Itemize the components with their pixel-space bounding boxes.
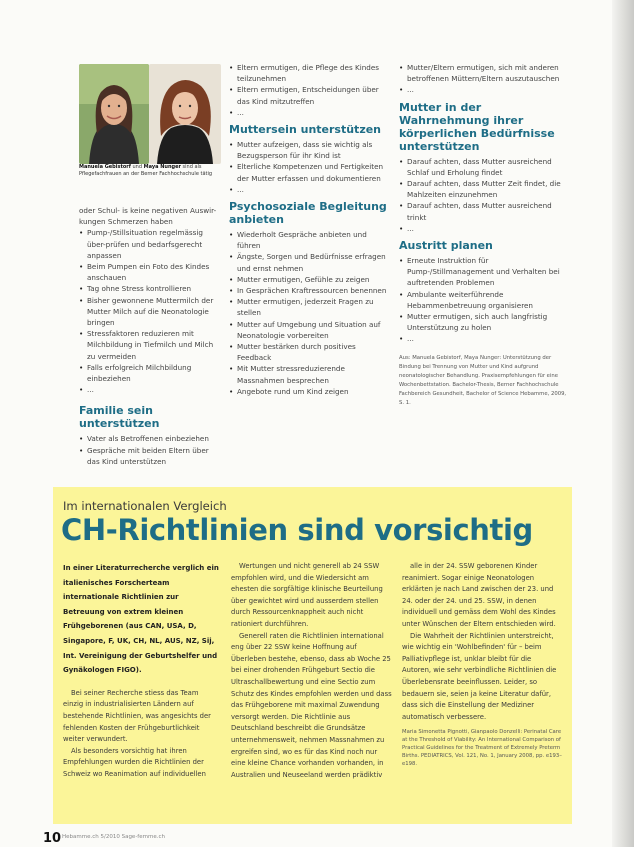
photo-manuela-gebistorf [79, 64, 149, 164]
bullet-list [399, 62, 571, 96]
bullet-list [229, 139, 391, 195]
list-item: • Ambulante weiterführende Hebammenbetreuung organisieren [399, 289, 571, 311]
section-heading-psychosozial: Psychosoziale Begleitung anbieten [229, 200, 387, 227]
box-kicker: Im internationalen Vergleich [63, 499, 227, 513]
bullet-list [229, 62, 391, 118]
list-item: • Ängste, Sorgen und Bedürfnisse erfragen und ernst nehmen [229, 251, 391, 273]
list-item: • Wiederholt Gespräche anbieten und führen [229, 229, 391, 251]
box-lead-paragraph: In einer Literaturrecherche verglich ein italienisches Forscherteam internationale Richtlinien zur Betreuung von extrem kleinen Frühgeborenen (aus CAN, USA, D, Singapore, F, UK, CH, NL, AUS, NZ, Sij, Int. Vereinigung der Geburtshelfer und Gynäkologen FIGO). [63, 564, 219, 675]
list-item: • ... [399, 84, 571, 95]
page-footer: Hebamme.ch 5/2010 Sage-femme.ch [62, 834, 165, 840]
list-item: • Tag ohne Stress kontrollieren [79, 283, 221, 294]
caption-name-2: Maya Nunger [143, 164, 181, 170]
section-heading-austritt: Austritt planen [399, 239, 493, 253]
list-item: • ... [399, 333, 571, 344]
page-number: 10 [43, 831, 62, 846]
list-item: • Falls erfolgreich Milchbildung einbeziehen [79, 362, 221, 384]
body-paragraph: Bei seiner Recherche stiess das Team einzig in industrialisierten Ländern auf bestehende Richtlinien, was angesichts der fehlenden Kosten der Frühgeburtlichkeit weiter verwundert. [63, 688, 211, 744]
bullet-list [229, 229, 391, 397]
list-item: • Mutter aufzeigen, dass sie wichtig als Bezugsperson für ihr Kind ist [229, 139, 391, 161]
list-item: • Mutter/Eltern ermutigen, sich mit anderen betroffenen Müttern/Eltern auszutauschen [399, 62, 571, 84]
box-column-2 [231, 561, 393, 781]
list-item: • Bisher gewonnene Muttermilch der Mutter Milch auf die Neonatologie bringen [79, 295, 221, 329]
box-column-1 [63, 561, 220, 781]
list-item: • Mutter ermutigen, sich auch langfristig Unterstützung zu holen [399, 311, 571, 333]
caption-name-1: Manuela Gebistorf [79, 164, 131, 170]
list-item: • Darauf achten, dass Mutter ausreichend trinkt [399, 200, 571, 222]
list-item: • Stressfaktoren reduzieren mit Milchbildung in Tiefmilch und Milch zu vermeiden [79, 328, 221, 362]
body-paragraph: Die Wahrheit der Richtlinien unterstreicht, wie wichtig ein 'Wohlbefinden' für – beim Palliativpflege ist, unklar bleibt für die Autoren, wie sehr verbindliche Richtlinien die Überlebensrate beeinflussen. Leider, so bedauern sie, seien ja keine Literatur dafür, dass sich die Einstellung der Mediziner automatisch verbessere. [402, 631, 557, 721]
list-item: • Mutter ermutigen, jederzeit Fragen zu stellen [229, 296, 391, 318]
list-item: • ... [229, 107, 391, 118]
list-item: • ... [79, 384, 221, 395]
section-heading-koerperliche-beduerfnisse: Mutter in der Wahrnehmung ihrer körperlichen Bedürfnisse unterstützen [399, 100, 555, 153]
body-text-line: kungen Schmerzen haben [79, 217, 173, 227]
section-heading-muttersein: Muttersein unterstützen [229, 123, 382, 137]
list-item: • Darauf achten, dass Mutter Zeit findet, die Mahlzeiten einzunehmen [399, 178, 571, 200]
body-paragraph: Wertungen und nicht generell ab 24 SSW empfohlen wird, und die Wiedersicht am ehesten die sorgfältige klinische Beurteilung über gewichtet wird und ausserdem stellen durch Ressourcenknappheit auch nicht rationiert durchführen. [231, 562, 383, 628]
list-item: • Erneute Instruktion für Pump-/Stillmanagement und Verhalten bei auftretenden Problemen [399, 255, 571, 289]
bullet-list [399, 255, 571, 345]
list-item: • Elterliche Kompetenzen und Fertigkeiten der Mutter erfassen und dokumentieren [229, 161, 391, 183]
column-2 [229, 62, 391, 397]
list-item: • ... [399, 223, 571, 234]
list-item: • Mit Mutter stressreduzierende Massnahmen besprechen [229, 363, 391, 385]
body-text-line: oder Schul- is keine negativen Auswir- [79, 206, 217, 215]
page-edge-shadow [612, 0, 634, 847]
bullet-list [79, 227, 221, 395]
list-item: • Eltern ermutigen, die Pflege des Kindes teilzunehmen [229, 62, 391, 84]
box-column-3 [402, 561, 562, 768]
photo-maya-nunger [149, 64, 221, 164]
list-item: • Mutter ermutigen, Gefühle zu zeigen [229, 274, 391, 285]
list-item: • ... [229, 184, 391, 195]
body-paragraph: Generell raten die Richtlinien international eng über 22 SSW keine Hoffnung auf Überleben bestehe, ebenso, dass ab Woche 25 bei einer drohenden Frühgeburt Sectio die Ultraschallbewertung und eine Sectio zum Schutz des Kindes empfohlen werden und dass das Frühgeborene mit maximal Zuwendung versorgt werden. Die Richtlinie aus Deutschland beschreibt die Grundsätze unternehmensweit, nehmen Massnahmen zu ergreifen sind, wo es für das Kind noch nur eine kleine Chance vorhanden vorhanden, in Australien und Neuseeland werden prädiktiv [231, 631, 392, 779]
bullet-list [79, 433, 221, 467]
list-item: • Gespräche mit beiden Eltern über das Kind unterstützen [79, 445, 221, 467]
box-headline: CH-Richtlinien sind vorsichtig [61, 513, 533, 547]
box-source-citation: Maria Simonetta Pignotti, Gianpaolo Donzelli: Perinatal Care at the Threshold of Viability: An International Comparison of Practical Guidelines for the Treatment of Extremely Preterm Births. PEDIATRICS, Vol. 121, No. 1, January 2008, pp. e193–e198. [402, 729, 562, 768]
list-item: • Pump-/Stillsituation regelmässig über-prüfen und bedarfsgerecht anpassen [79, 227, 221, 261]
international-comparison-box [53, 487, 572, 824]
list-item: • Eltern ermutigen, Entscheidungen über das Kind mitzutreffen [229, 84, 391, 106]
list-item: • Mutter bestärken durch positives Feedback [229, 341, 391, 363]
list-item: • Vater als Betroffenen einbeziehen [79, 433, 221, 444]
column-1 [79, 205, 221, 467]
list-item: • Angebote rund um Kind zeigen [229, 386, 391, 397]
source-citation: Aus: Manuela Gebistorf, Maya Nunger: Unterstützung der Bindung bei Trennung von Mutter und Kind aufgrund neonatologischer Behandlung. Praxisempfehlungen für eine Wochenbettstation. Bachelor-Thesis, Berner Fachhochschule Fachbereich Gesundheit, Bachelor of Science Hebamme, 2009, S. 1. [399, 354, 567, 406]
list-item: • Mutter auf Umgebung und Situation auf Neonatologie vorbereiten [229, 319, 391, 341]
list-item: • Beim Pumpen ein Foto des Kindes anschauen [79, 261, 221, 283]
list-item: • In Gesprächen Kraftressourcen benennen [229, 285, 391, 296]
section-heading-familie: Familie sein unterstützen [79, 404, 160, 431]
body-paragraph: alle in der 24. SSW geborenen Kinder reanimiert. Sogar einige Neonatologen erklärten je nach Land zwischen der 23. und 24. oder der 24. und 25. SSW, in denen individuell und gemäss dem Wohl des Kindes unter Wünschen der Eltern entschieden wird. [402, 562, 556, 628]
photo-caption: Manuela Gebistorf und Maya Nunger sind als Pflegefachfrauen an der Berner Fachhochschule tätig [79, 164, 213, 177]
body-paragraph: Als besonders vorsichtig hat ihren Empfehlungen wurden die Richtlinien der Schweiz wo Reanimation auf individuellen [63, 746, 206, 778]
column-3 [399, 62, 571, 408]
bullet-list [399, 156, 571, 234]
list-item: • Darauf achten, dass Mutter ausreichend Schlaf und Erholung findet [399, 156, 571, 178]
